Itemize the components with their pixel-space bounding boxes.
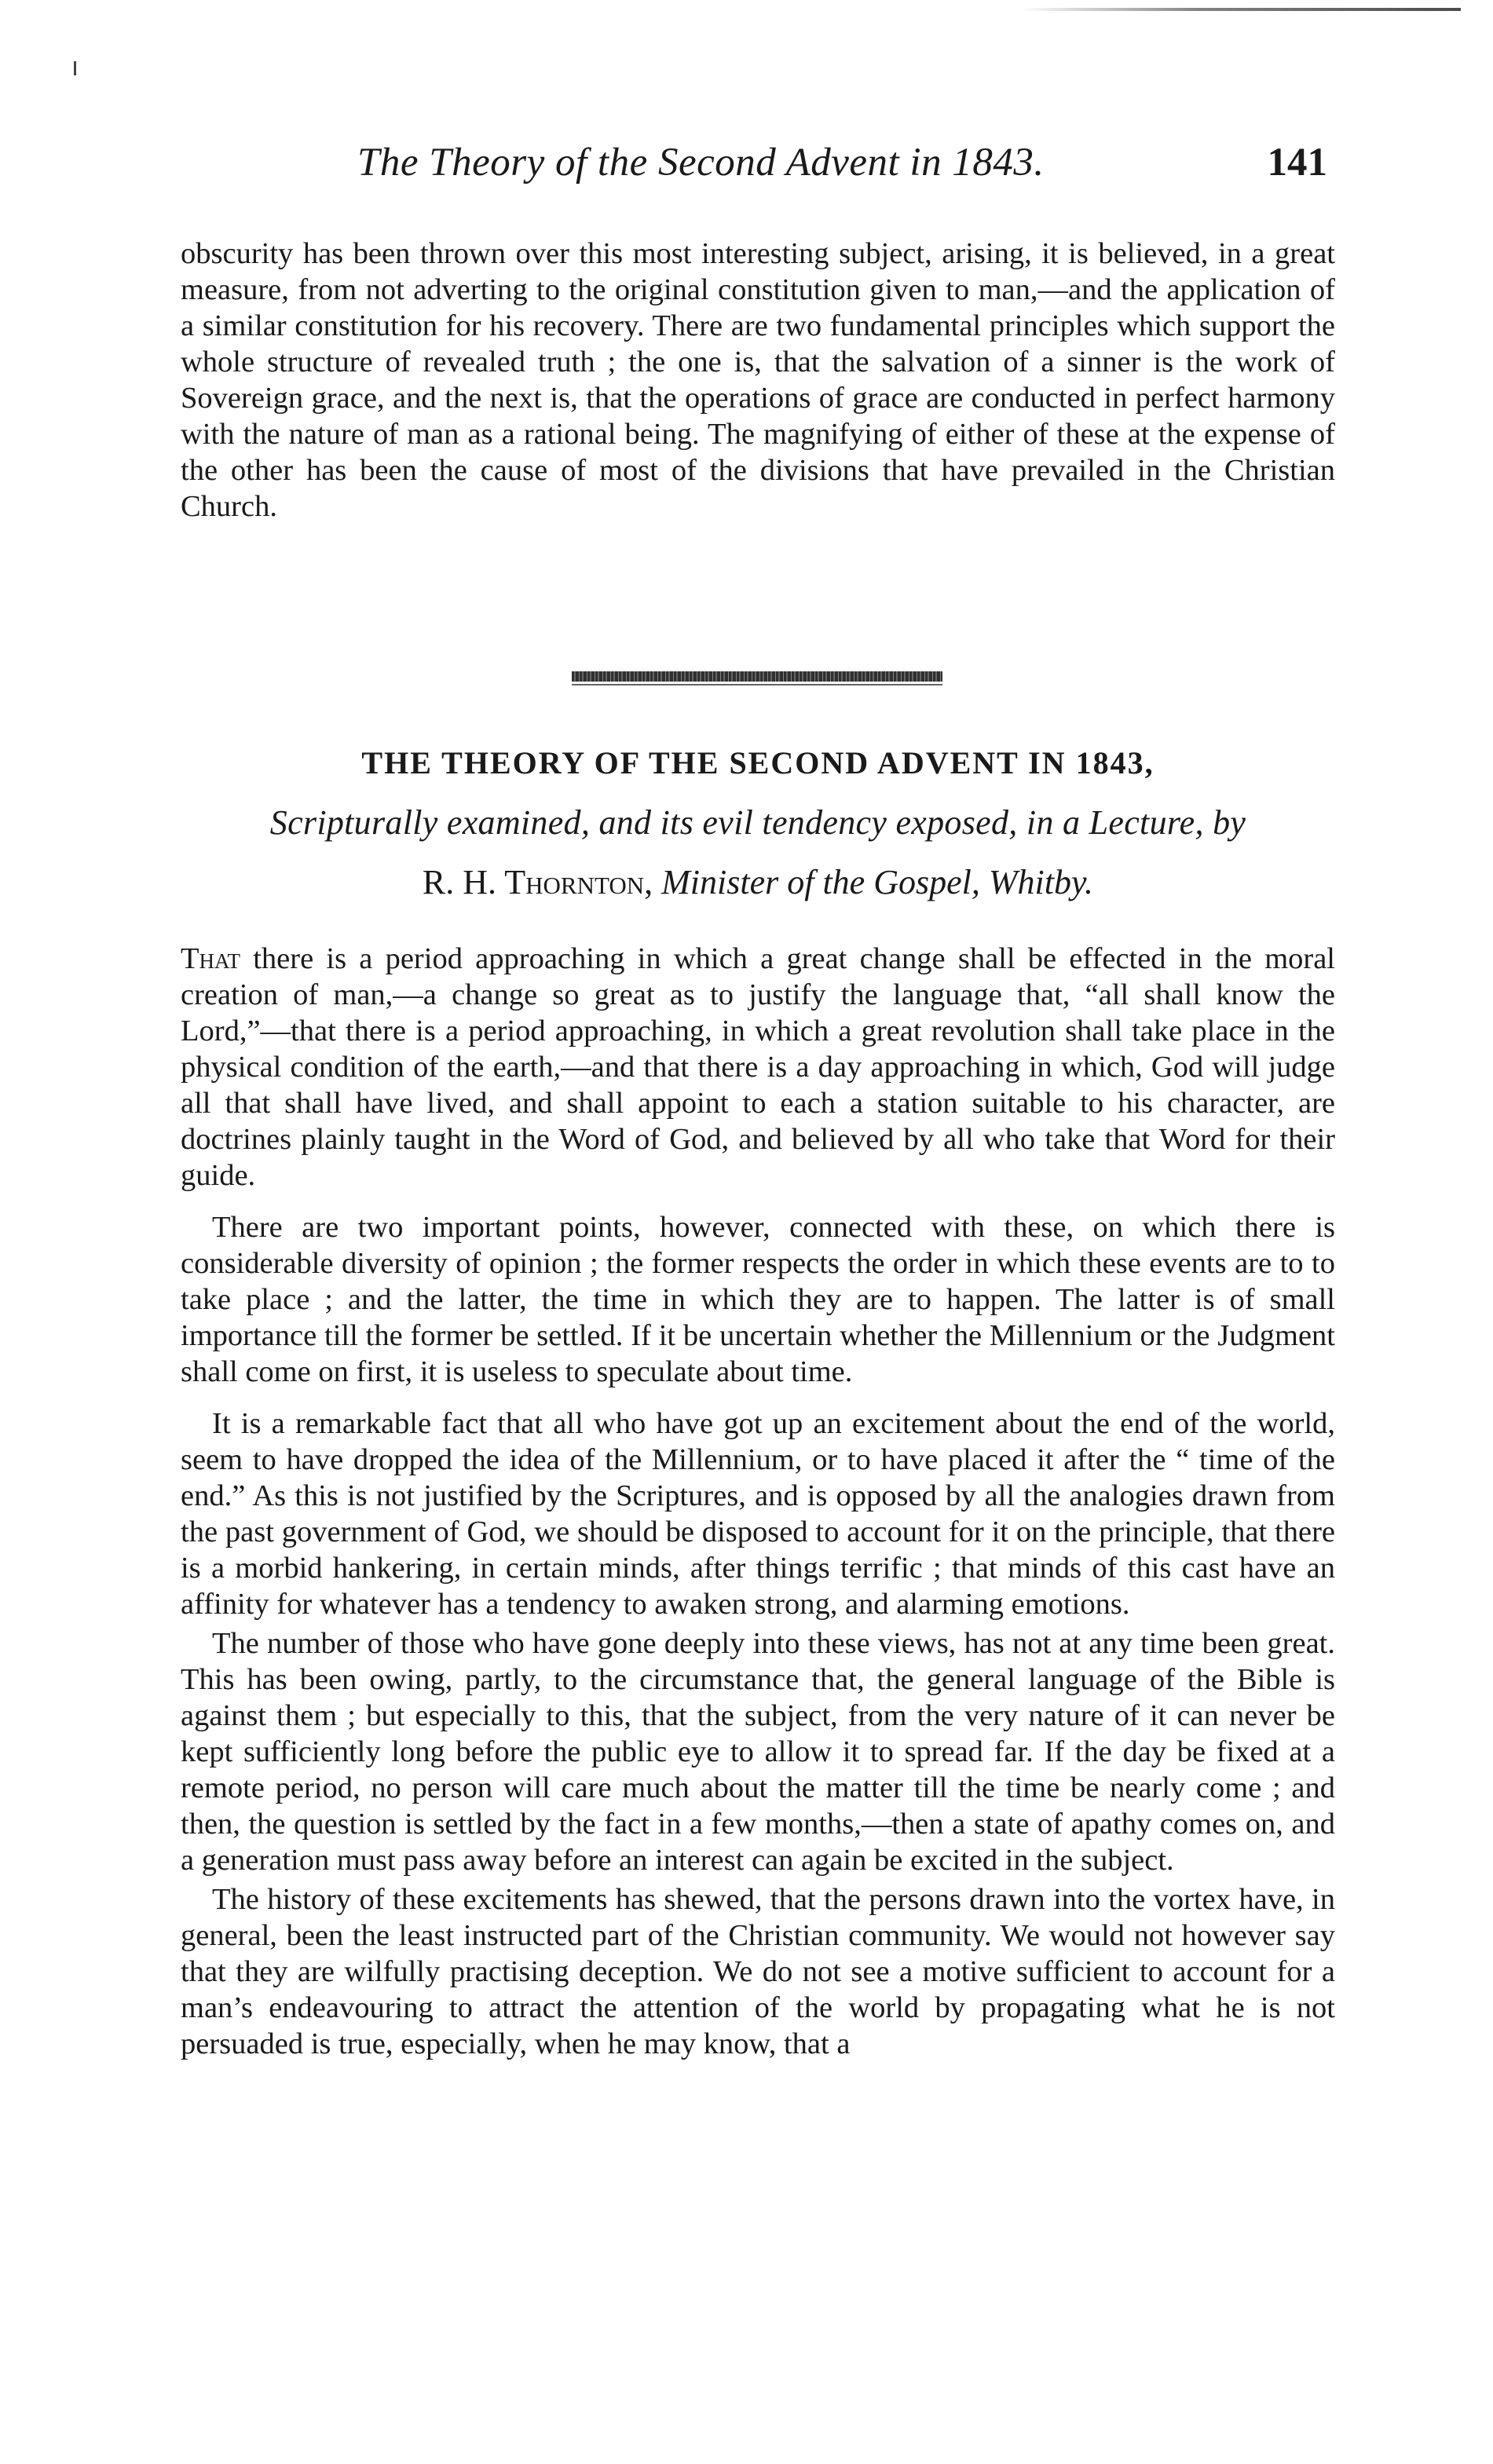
running-title: The Theory of the Second Advent in 1843. bbox=[357, 141, 1045, 185]
article-heading: THE THEORY OF THE SECOND ADVENT IN 1843, bbox=[361, 745, 1155, 781]
body-paragraph-4: The number of those who have gone deeply into these views, has not at any time been great. This has been owing, partly, to the circumstance that, the general language of the Bible is against them ; but especially to this, that the subject, from the very nature of it can never be kept sufficiently long before the public eye to allow it to spread far. If the day be fixed at a remote period, no person will care much about the matter till the time be nearly come ; and then, the question is settled by the fact in a few months,—then a state of apathy comes on, and a generation must pass away before an interest can again be excited in the subject. bbox=[181, 1627, 1335, 1877]
author-name: R. H. Thornton, bbox=[422, 863, 653, 901]
intro-paragraph: obscurity has been thrown over this most interesting subject, arising, it is believed, in a great measure, from not adverting to the original constitution given to man,—and the application of a similar constitution for his recovery. There are two fundamental principles which support the whole structure of revealed truth ; the one is, that the salvation of a sinner is the work of Sovereign grace, and the next is, that the operations of grace are conducted in perfect harmony with the nature of man as a rational being. The magnifying of either of these at the expense of the other has been the cause of most of the divisions that have prevailed in the Christian Church. bbox=[181, 237, 1335, 523]
section-divider bbox=[572, 671, 942, 682]
scan-mark bbox=[74, 61, 76, 75]
scan-edge-rule bbox=[1021, 8, 1461, 11]
article-subtitle: Scripturally examined, and its evil tendency exposed, in a Lecture, by bbox=[269, 803, 1246, 842]
article-body bbox=[181, 941, 1335, 2065]
running-head bbox=[357, 140, 1327, 195]
article-author-line bbox=[181, 862, 1335, 902]
body-paragraph-2: There are two important points, however, connected with these, on which there is considerable diversity of opinion ; the former respects the order in which these events are to to take place ; and the latter, the time in which they are to happen. The latter is of small importance till the former be settled. If it be uncertain whether the Millennium or the Judgment shall come on first, it is useless to speculate about time. bbox=[181, 1211, 1335, 1388]
first-word: That bbox=[181, 942, 241, 975]
intro-text-block bbox=[181, 236, 1335, 525]
body-paragraph-1 bbox=[181, 941, 1335, 1194]
body-paragraph-3: It is a remarkable fact that all who have got up an excitement about the end of the world, seem to have dropped the idea of the Millennium, or to have placed it after the “ time of the end.” As this is not justified by the Scriptures, and is opposed by all the analogies drawn from the past government of God, we should be disposed to account for it on the principle, that there is a morbid hankering, in certain minds, after things terrific ; that minds of this cast have an affinity for whatever has a tendency to awaken strong, and alarming emotions. bbox=[181, 1407, 1335, 1621]
author-title: Minister of the Gospel, Whitby. bbox=[661, 863, 1094, 901]
body-paragraph-5: The history of these excitements has shewed, that the persons drawn into the vortex have, in general, been the least instructed part of the Christian community. We would not however say that they are wilfully practising deception. We do not see a motive sufficient to account for a man’s endeavouring to attract the attention of the world by propagating what he is not persuaded is true, especially, when he may know, that a bbox=[181, 1883, 1335, 2060]
page-number: 141 bbox=[1267, 141, 1327, 185]
body-paragraph-1-text: there is a period approaching in which a great change shall be effected in the moral creation of man,—a change so great as to justify the language that, “all shall know the Lord,”—that there is a period approaching, in which a great revolution shall take place in the physical condition of the earth,—and that there is a day approaching in which, God will judge all that shall have lived, and shall appoint to each a station suitable to his character, are doctrines plainly taught in the Word of God, and believed by all who take that Word for their guide. bbox=[181, 942, 1335, 1192]
